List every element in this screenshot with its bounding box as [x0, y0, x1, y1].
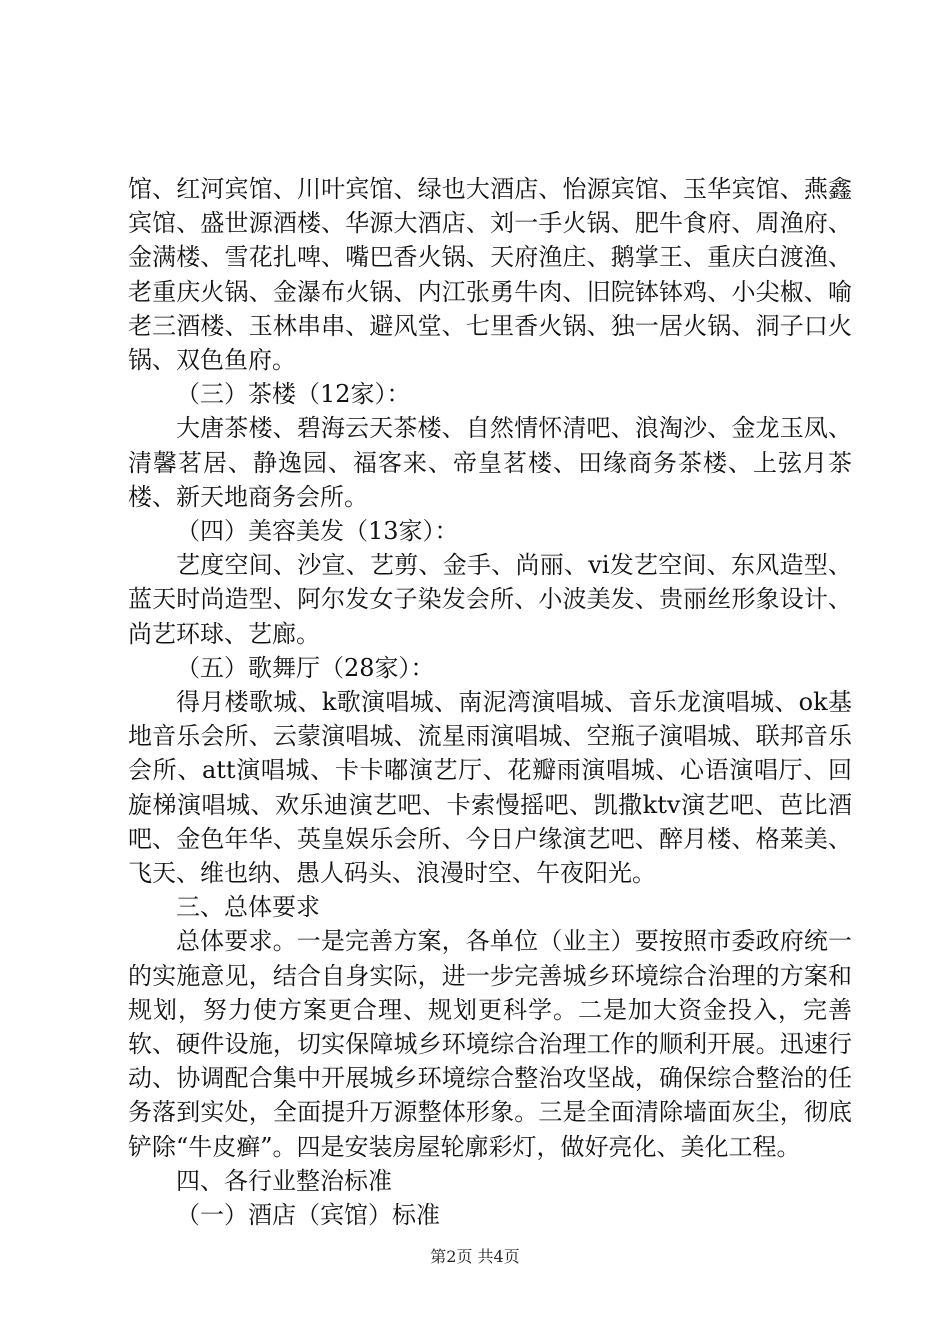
heading-industry-standards: 四、各行业整治标准 [176, 1166, 392, 1195]
document-body [128, 172, 852, 1232]
paragraph-restaurant-list-continued: 馆、红河宾馆、川叶宾馆、绿也大酒店、怡源宾馆、玉华宾馆、燕鑫宾馆、盛世源酒楼、华源大酒店、刘一手火锅、肥牛食府、周渔府、金满楼、雪花扎啤、嘴巴香火锅、天府渔庄、鹅掌王、重庆白渡渔、老重庆火锅、金瀑布火锅、内江张勇牛肉、旧院钵钵鸡、小尖椒、喻老三酒楼、玉林串串、避风堂、七里香火锅、独一居火锅、洞子口火锅、双色鱼府。 [128, 175, 852, 375]
paragraph-general-requirements: 总体要求。一是完善方案，各单位（业主）要按照市委政府统一的实施意见，结合自身实际，进一步完善城乡环境综合治理的方案和规划，努力使方案更合理、规划更科学。二是加大资金投入，完善软、硬件设施，切实保障城乡环境综合治理工作的顺利开展。迅速行动、协调配合集中开展城乡环境综合整治攻坚战，确保综合整治的任务落到实处，全面提升万源整体形象。三是全面清除墙面灰尘，彻底铲除“牛皮癣”。四是安装房屋轮廓彩灯，做好亮化、美化工程。 [128, 927, 852, 1161]
paragraph-teahouse-list: 大唐茶楼、碧海云天茶楼、自然情怀清吧、浪淘沙、金龙玉凤、清馨茗居、静逸园、福客来、帝皇茗楼、田缘商务茶楼、上弦月茶楼、新天地商务会所。 [128, 414, 852, 511]
heading-teahouses: （三）茶楼（12家）： [176, 380, 411, 409]
page-footer: 第2页 共4页 [430, 1247, 520, 1266]
heading-beauty-salons: （四）美容美发（13家）： [176, 517, 459, 546]
heading-hotel-standards: （一）酒店（宾馆）标准 [176, 1201, 440, 1230]
paragraph-beauty-salon-list: 艺度空间、沙宣、艺剪、金手、尚丽、vi发艺空间、东风造型、蓝天时尚造型、阿尔发女子染发会所、小波美发、贵丽丝形象设计、尚艺环球、艺廊。 [128, 551, 852, 648]
heading-general-requirements: 三、总体要求 [176, 893, 320, 922]
paragraph-dance-hall-list: 得月楼歌城、k歌演唱城、南泥湾演唱城、音乐龙演唱城、ok基地音乐会所、云蒙演唱城、流星雨演唱城、空瓶子演唱城、联邦音乐会所、att演唱城、卡卡嘟演艺厅、花瓣雨演唱城、心语演唱厅、回旋梯演唱城、欢乐迪演艺吧、卡索慢摇吧、凯撒ktv演艺吧、芭比酒吧、金色年华、英皇娱乐会所、今日户缘演艺吧、醉月楼、格莱美、飞天、维也纳、愚人码头、浪漫时空、午夜阳光。 [128, 688, 852, 888]
heading-dance-halls: （五）歌舞厅（28家）： [176, 653, 435, 682]
